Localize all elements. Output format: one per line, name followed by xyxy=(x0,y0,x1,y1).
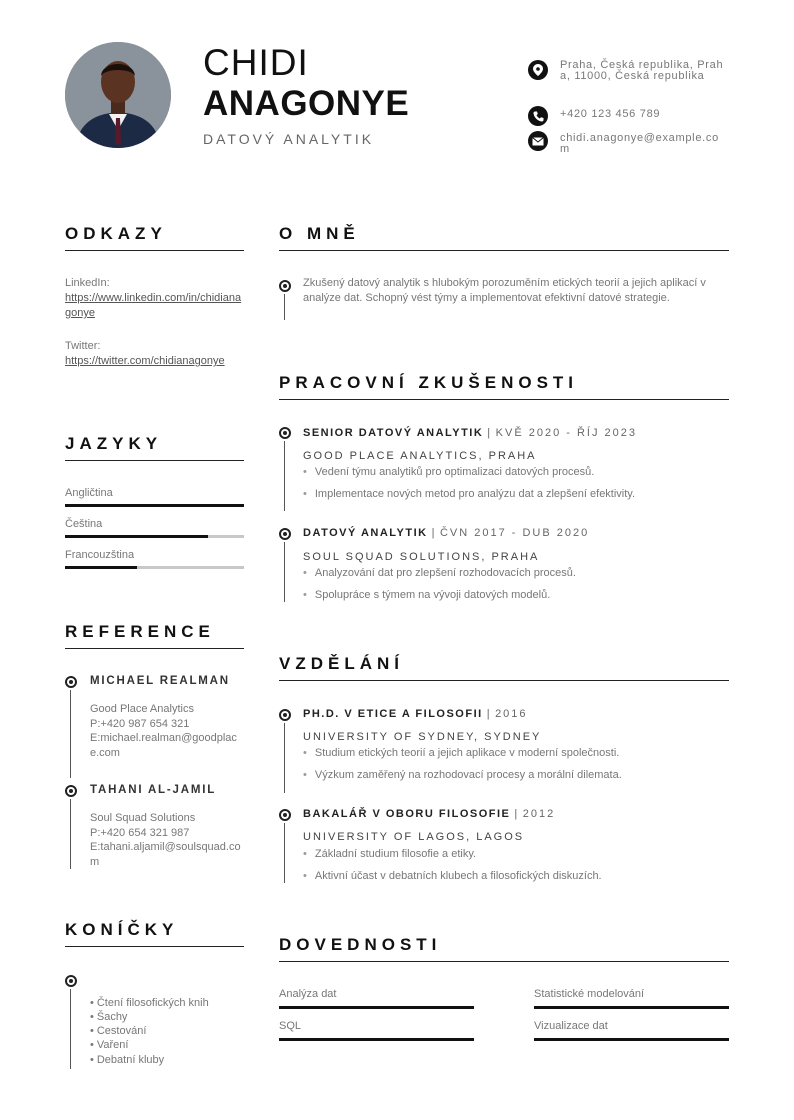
timeline-dot xyxy=(279,528,291,540)
job-bullet: • Spolupráce s týmem na vývoji datových modelů. xyxy=(303,589,550,601)
job-title: DATOVÝ ANALYTIK xyxy=(203,131,375,147)
phone-icon xyxy=(528,106,548,126)
timeline-dot xyxy=(279,709,291,721)
job-bullet: • Analyzování dat pro zlepšení rozhodovacích procesů. xyxy=(303,567,576,579)
timeline-dot xyxy=(65,785,77,797)
timeline-line xyxy=(70,799,71,869)
skill-item xyxy=(534,1020,729,1041)
job-bullet: • Implementace nových metod pro analýzu dat a zlepšení efektivity. xyxy=(303,488,635,500)
hobby-item: • Debatní kluby xyxy=(90,1054,164,1066)
timeline-dot xyxy=(279,809,291,821)
separator: | xyxy=(486,708,492,720)
reference-company: Good Place Analytics xyxy=(90,703,194,715)
job-dates: KVĚ 2020 - ŘÍJ 2023 xyxy=(495,427,637,439)
language-level-bar xyxy=(65,535,244,538)
reference-details xyxy=(90,702,242,760)
reference-name: TAHANI AL-JAMIL xyxy=(90,784,217,796)
timeline-line xyxy=(284,723,285,793)
reference-phone: P:+420 654 321 987 xyxy=(90,826,190,839)
job-heading xyxy=(303,427,637,439)
timeline-line xyxy=(284,441,285,511)
link-linkedin xyxy=(65,276,244,321)
skill-name: SQL xyxy=(279,1020,302,1032)
language-level-bar xyxy=(65,566,244,569)
skill-bar xyxy=(534,1006,729,1009)
about-text: Zkušený datový analytik s hlubokým porozuměním etických teorií a jejich aplikací v analýze dat. Schopný vést týmy a implementovat efektivní datové strategie. xyxy=(303,277,706,304)
timeline-line xyxy=(70,690,71,778)
reference-email: E:michael.realman@goodplace.com xyxy=(90,732,237,759)
phone-text[interactable]: +420 123 456 789 xyxy=(560,108,661,120)
separator: | xyxy=(487,427,492,439)
company-name: SOUL SQUAD SOLUTIONS, PRAHA xyxy=(303,551,540,563)
reference-name: MICHAEL REALMAN xyxy=(90,675,230,687)
job-title: DATOVÝ ANALYTIK xyxy=(303,527,428,539)
education-bullet: • Aktivní účast v debatních klubech a filosofických diskuzích. xyxy=(303,870,602,882)
timeline-dot xyxy=(65,676,77,688)
skill-item xyxy=(279,1020,474,1041)
degree-title: PH.D. V ETICE A FILOSOFII xyxy=(303,708,483,720)
school-name: UNIVERSITY OF SYDNEY, SYDNEY xyxy=(303,731,542,743)
language-item xyxy=(65,518,244,538)
timeline-dot xyxy=(279,280,291,292)
contact-phone xyxy=(528,106,728,126)
last-name: ANAGONYE xyxy=(203,84,410,123)
twitter-url[interactable]: https://twitter.com/chidianagonye xyxy=(65,355,225,367)
experience-heading: PRACOVNÍ ZKUŠENOSTI xyxy=(279,373,729,400)
separator: | xyxy=(514,808,519,820)
skill-name: Analýza dat xyxy=(279,988,337,1000)
degree-year: 2016 xyxy=(495,708,528,720)
reference-details xyxy=(90,811,242,869)
skills-heading: DOVEDNOSTI xyxy=(279,935,729,962)
hobby-item: • Šachy xyxy=(90,1011,127,1023)
skill-bar xyxy=(279,1038,474,1041)
language-item xyxy=(65,487,244,507)
location-pin-icon xyxy=(528,60,548,80)
address-text: Praha, Česká republika, Praha, 11000, Česká republika xyxy=(560,59,724,82)
language-level-bar xyxy=(65,504,244,507)
timeline-line xyxy=(284,542,285,602)
degree-year: 2012 xyxy=(522,808,556,820)
contact-address xyxy=(528,60,728,82)
links-heading: ODKAZY xyxy=(65,224,244,251)
first-name: CHIDI xyxy=(203,42,309,83)
hobby-item: • Cestování xyxy=(90,1025,146,1037)
language-name: Angličtina xyxy=(65,487,113,499)
skill-name: Vizualizace dat xyxy=(534,1020,608,1032)
education-bullet: • Studium etických teorií a jejich aplikace v moderní společnosti. xyxy=(303,747,619,759)
reference-email: E:tahani.aljamil@soulsquad.com xyxy=(90,841,241,868)
degree-heading xyxy=(303,708,528,720)
education-bullet: • Základní studium filosofie a etiky. xyxy=(303,848,476,860)
reference-phone: P:+420 987 654 321 xyxy=(90,717,190,730)
language-item xyxy=(65,549,244,569)
education-bullet: • Výzkum zaměřený na rozhodovací procesy a morální dilemata. xyxy=(303,769,622,781)
skill-item xyxy=(534,988,729,1009)
language-name: Francouzština xyxy=(65,549,135,561)
about-heading: O MNĚ xyxy=(279,224,729,251)
separator: | xyxy=(431,527,436,539)
reference-company: Soul Squad Solutions xyxy=(90,812,196,824)
degree-title: BAKALÁŘ V OBORU FILOSOFIE xyxy=(303,808,511,820)
job-dates: ČVN 2017 - DUB 2020 xyxy=(439,527,590,539)
timeline-line xyxy=(284,823,285,883)
language-level-fill xyxy=(65,535,208,538)
link-twitter xyxy=(65,339,244,369)
language-name: Čeština xyxy=(65,518,103,530)
skill-name: Statistické modelování xyxy=(534,988,645,1000)
timeline-line xyxy=(284,294,285,320)
skill-item xyxy=(279,988,474,1009)
timeline-dot xyxy=(279,427,291,439)
references-heading: REFERENCE xyxy=(65,622,244,649)
skill-bar xyxy=(534,1038,729,1041)
job-title: SENIOR DATOVÝ ANALYTIK xyxy=(303,427,484,439)
education-heading: VZDĚLÁNÍ xyxy=(279,654,729,681)
timeline-dot xyxy=(65,975,77,987)
company-name: GOOD PLACE ANALYTICS, PRAHA xyxy=(303,450,537,462)
language-level-fill xyxy=(65,566,137,569)
skill-bar xyxy=(279,1006,474,1009)
contact-email xyxy=(528,131,728,155)
degree-heading xyxy=(303,808,555,820)
timeline-line xyxy=(70,989,71,1069)
link-label: LinkedIn: xyxy=(65,277,110,289)
job-bullet: • Vedení týmu analytiků pro optimalizaci datových procesů. xyxy=(303,466,594,478)
hobby-item: • Čtení filosofických knih xyxy=(90,997,209,1009)
email-text[interactable]: chidi.anagonye@example.com xyxy=(560,132,719,155)
linkedin-url[interactable]: https://www.linkedin.com/in/chidianagonye xyxy=(65,292,242,319)
link-label: Twitter: xyxy=(65,340,101,352)
school-name: UNIVERSITY OF LAGOS, LAGOS xyxy=(303,831,525,843)
profile-photo xyxy=(65,42,171,148)
envelope-icon xyxy=(528,131,548,151)
hobby-item: • Vaření xyxy=(90,1039,128,1051)
hobbies-heading: KONÍČKY xyxy=(65,920,244,947)
languages-heading: JAZYKY xyxy=(65,434,244,461)
job-heading xyxy=(303,527,589,539)
language-level-fill xyxy=(65,504,244,507)
